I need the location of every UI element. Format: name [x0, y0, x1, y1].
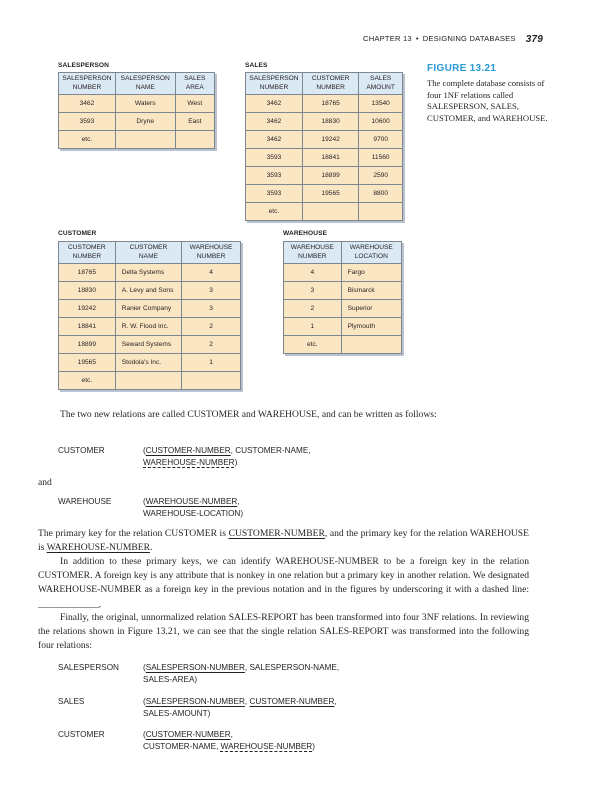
relation-def-customer: (CUSTOMER-NUMBER, CUSTOMER-NAME, WAREHOUSE-NUMBER): [143, 446, 311, 468]
column-header: SALESPERSON NAME: [115, 73, 175, 95]
warehouse-table: [283, 241, 402, 354]
customer-table-title: CUSTOMER: [58, 230, 97, 237]
relation-def-sales: (SALESPERSON-NUMBER, CUSTOMER-NUMBER, SALES-AMOUNT): [143, 697, 337, 719]
table-row: 3593 18899 2590: [246, 167, 403, 185]
primary-key: CUSTOMER-NUMBER: [145, 730, 231, 739]
foreign-key: WAREHOUSE-NUMBER: [220, 742, 313, 752]
dashed-line-sample: ________________.: [38, 598, 101, 610]
salesperson-table-title: SALESPERSON: [58, 62, 109, 69]
table-row: 3462 19242 9700: [246, 131, 403, 149]
table-row: 18765 Delta Systems 4: [59, 264, 241, 282]
column-header: WAREHOUSE NUMBER: [182, 242, 241, 264]
relation-name-customer-final: CUSTOMER: [58, 730, 105, 739]
relation-name-warehouse: WAREHOUSE: [58, 497, 112, 506]
table-row: 3462 18830 10600: [246, 113, 403, 131]
table-row: 3593 19565 8800: [246, 185, 403, 203]
relation-name-sales: SALES: [58, 697, 85, 706]
table-row: 3462 Waters West: [59, 95, 215, 113]
column-header: SALES AMOUNT: [359, 73, 403, 95]
paragraph-primary-keys: The primary key for the relation CUSTOMER is CUSTOMER-NUMBER, and the primary key for the relation WAREHOUSE is WAREHOUSE-NUMBER.: [38, 528, 530, 554]
primary-key: WAREHOUSE-NUMBER: [145, 497, 238, 506]
paragraph-intro: The two new relations are called CUSTOMER and WAREHOUSE, and can be written as follows:: [60, 409, 437, 420]
chapter-title: DESIGNING DATABASES: [422, 34, 516, 43]
salesperson-table: [58, 72, 215, 149]
table-row: etc.: [59, 131, 215, 149]
sales-table-title: SALES: [245, 62, 268, 69]
primary-key: SALESPERSON-NUMBER: [145, 697, 245, 706]
column-header: CUSTOMER NUMBER: [302, 73, 358, 95]
customer-table: [58, 241, 241, 390]
figure-label: FIGURE 13.21: [427, 63, 497, 74]
relation-def-customer-final: (CUSTOMER-NUMBER, CUSTOMER-NAME, WAREHOUSE-NUMBER): [143, 730, 315, 752]
column-header: SALES AREA: [175, 73, 214, 95]
table-row: 19242 Ranier Company 3: [59, 300, 241, 318]
warehouse-table-title: WAREHOUSE: [283, 230, 328, 237]
table-row: 1 Plymouth: [284, 318, 402, 336]
relation-def-salesperson: (SALESPERSON-NUMBER, SALESPERSON-NAME, SALES-AREA): [143, 663, 340, 685]
column-header: SALESPERSON NUMBER: [59, 73, 116, 95]
and-word: and: [38, 477, 52, 488]
relation-name-salesperson: SALESPERSON: [58, 663, 119, 672]
table-row: 4 Fargo: [284, 264, 402, 282]
relation-name-customer: CUSTOMER: [58, 446, 105, 455]
table-row: 18899 Seward Systems 2: [59, 336, 241, 354]
table-row: 19565 Stodola's Inc. 1: [59, 354, 241, 372]
foreign-key: WAREHOUSE-NUMBER: [143, 458, 235, 468]
relation-def-warehouse: (WAREHOUSE-NUMBER, WAREHOUSE-LOCATION): [143, 497, 244, 519]
page-number: 379: [525, 34, 543, 45]
column-header: CUSTOMER NUMBER: [59, 242, 116, 264]
sales-table: [245, 72, 403, 221]
chapter-label: CHAPTER 13: [363, 34, 412, 43]
table-row: 2 Superior: [284, 300, 402, 318]
table-row: etc.: [246, 203, 403, 221]
table-row: 18841 R. W. Flood Inc. 2: [59, 318, 241, 336]
paragraph-transformation: Finally, the original, unnormalized relation SALES-REPORT has been transformed into four 3NF relations. In reviewing the relations shown in Figure 13.21, we can see that the single relation SALES-REPORT was transformed into the following four relations:: [38, 612, 529, 652]
primary-key: SALESPERSON-NUMBER: [145, 663, 245, 672]
primary-key: CUSTOMER-NUMBER: [249, 697, 335, 706]
column-header: CUSTOMER NAME: [115, 242, 182, 264]
running-header: [363, 34, 543, 45]
table-row: 3462 18765 13540: [246, 95, 403, 113]
primary-key: CUSTOMER-NUMBER: [145, 446, 231, 455]
figure-caption: The complete database consists of four 1NF relations called SALESPERSON, SALES, CUSTOMER, and WAREHOUSE.: [427, 78, 548, 123]
paragraph-foreign-key: In addition to these primary keys, we can identify WAREHOUSE-NUMBER to be a foreign key in the relation CUSTOMER. A foreign key is any attribute that is nonkey in one relation but a primary key in another relation. We designated WAREHOUSE-NUMBER as a foreign key in the previous notation and in the figures by underscoring it with a dashed line: ________________.: [38, 556, 529, 610]
header-bullet: •: [415, 34, 419, 43]
table-row: 3593 Dryne East: [59, 113, 215, 131]
column-header: WAREHOUSE NUMBER: [284, 242, 342, 264]
column-header: SALESPERSON NUMBER: [246, 73, 303, 95]
table-row: 3593 18841 11560: [246, 149, 403, 167]
table-row: 3 Bismarck: [284, 282, 402, 300]
table-row: etc.: [284, 336, 402, 354]
table-row: 18830 A. Levy and Sons 3: [59, 282, 241, 300]
table-row: etc.: [59, 372, 241, 390]
column-header: WAREHOUSE LOCATION: [341, 242, 401, 264]
